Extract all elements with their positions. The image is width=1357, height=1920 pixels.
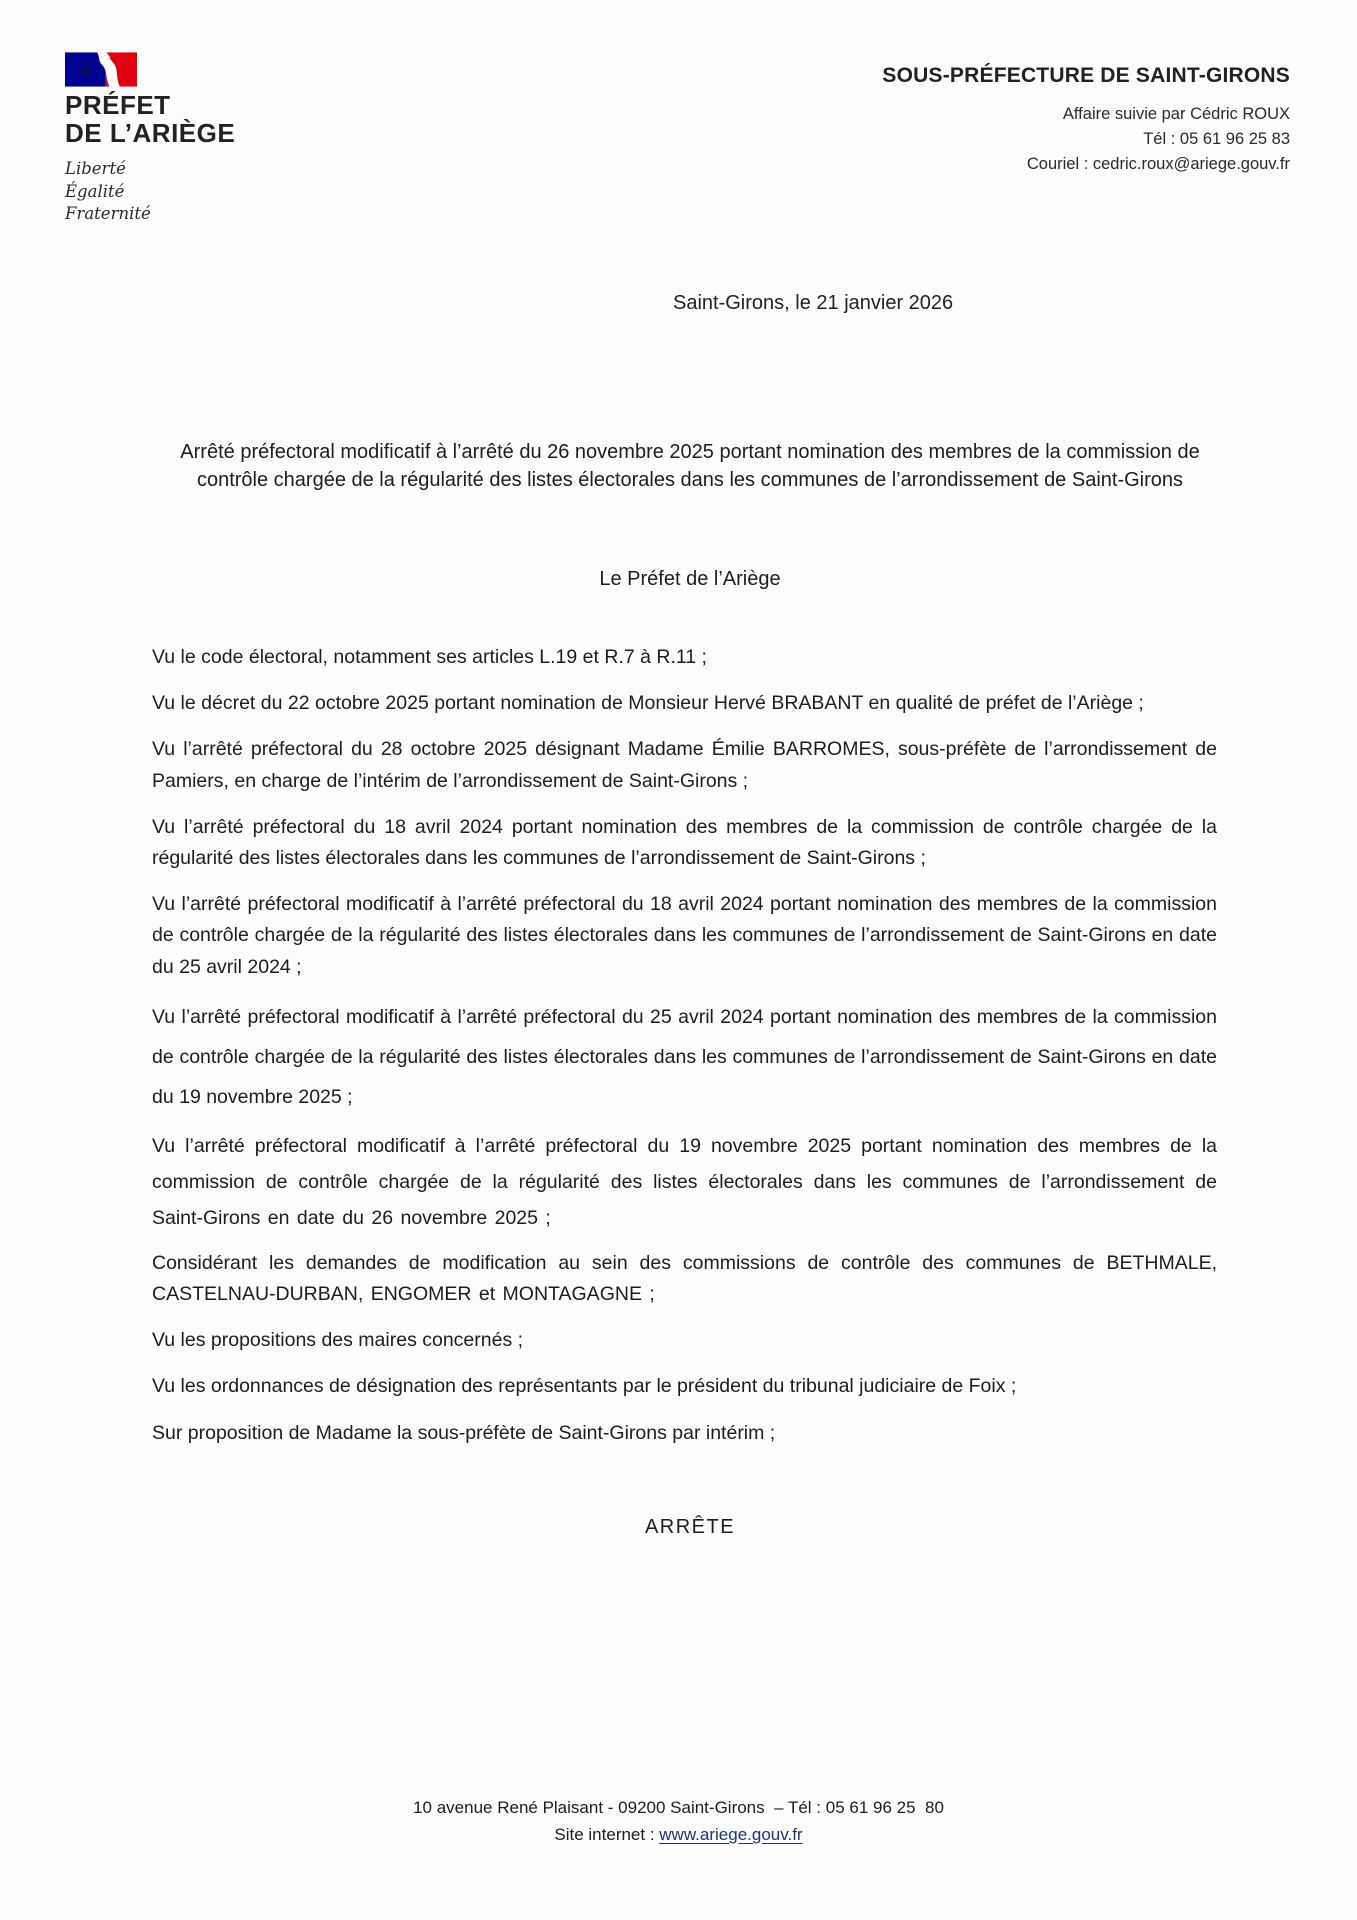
office-name: SOUS-PRÉFECTURE DE SAINT-GIRONS — [882, 64, 1290, 87]
recitals — [152, 642, 1217, 1464]
letterhead — [65, 52, 1290, 225]
recital-paragraph: Vu l’arrêté préfectoral modificatif à l’arrêté préfectoral du 19 novembre 2025 portant nomination des membres de la commission de contrôle chargée de la régularité des listes électorales dans les communes de l’arrondissement de Saint-Girons en date du 26 novembre 2025 ; — [152, 1134, 1217, 1229]
marianne-logo-block — [65, 52, 385, 225]
dateline: Saint-Girons, le 21 janvier 2026 — [673, 292, 954, 314]
motto-line: Égalité — [65, 181, 125, 201]
recital-paragraph: Vu l’arrêté préfectoral modificatif à l’arrêté préfectoral du 18 avril 2024 portant nomination des membres de la commission de contrôle chargée de la régularité des listes électorales dans les communes de l’arrondissement de Saint-Girons en date du 25 avril 2024 ; — [152, 893, 1217, 978]
page-footer — [0, 1794, 1357, 1848]
motto-line: Fraternité — [65, 204, 151, 224]
recital-paragraph: Vu l’arrêté préfectoral modificatif à l’arrêté préfectoral du 25 avril 2024 portant nomination des membres de la commission de contrôle chargée de la régularité des listes électorales dans les communes de l’arrondissement de Saint-Girons en date du 19 novembre 2025 ; — [152, 1005, 1217, 1108]
recital-paragraph: Vu le décret du 22 octobre 2025 portant nomination de Monsieur Hervé BRABANT en qualité de préfet de l’Ariège ; — [152, 692, 1144, 715]
recital-paragraph: Considérant les demandes de modification au sein des commissions de contrôle des communes de BETHMALE, CASTELNAU-DURBAN, ENGOMER et MONTAGAGNE ; — [152, 1251, 1217, 1305]
prefecture-name-line2: DE L’ARIÈGE — [65, 118, 236, 149]
footer-website-line — [0, 1821, 1357, 1848]
recital-paragraph: Vu le code électoral, notamment ses articles L.19 et R.7 à R.11 ; — [152, 646, 707, 668]
recital-paragraph: Vu les ordonnances de désignation des représentants par le président du tribunal judiciaire de Foix ; — [152, 1375, 1017, 1398]
footer-website-label: Site internet : — [554, 1824, 660, 1844]
website-link[interactable]: www.ariege.gouv.fr — [659, 1824, 803, 1844]
prefecture-name — [65, 91, 385, 147]
contact-handler: Affaire suivie par Cédric ROUX — [1062, 105, 1290, 123]
recital-paragraph: Sur proposition de Madame la sous-préfète de Saint-Girons par intérim ; — [152, 1421, 776, 1444]
motto-line: Liberté — [65, 159, 126, 179]
footer-address: 10 avenue René Plaisant - 09200 Saint-Girons – Tél : 05 61 96 25 80 — [413, 1797, 944, 1817]
document-subtitle: Le Préfet de l’Ariège — [599, 568, 781, 590]
office-contact-block — [882, 52, 1290, 176]
decision-heading: ARRÊTE — [644, 1516, 736, 1538]
document-title: Arrêté préfectoral modificatif à l’arrêté du 26 novembre 2025 portant nomination des membres de la commission de contrôle chargée de la régularité des listes électorales dans les communes de l’arrondissement de Saint-Girons — [180, 441, 1200, 492]
recital-paragraph: Vu l’arrêté préfectoral du 28 octobre 2025 désignant Madame Émilie BARROMES, sous-préfète de l’arrondissement de Pamiers, en charge de l’intérim de l’arrondissement de Saint-Girons ; — [152, 738, 1217, 792]
recital-paragraph: Vu l’arrêté préfectoral du 18 avril 2024 portant nomination des membres de la commission de contrôle chargée de la régularité des listes électorales dans les communes de l’arrondissement de Saint-Girons ; — [152, 815, 1217, 869]
republic-motto — [65, 158, 385, 225]
recital-paragraph: Vu les propositions des maires concernés ; — [152, 1329, 524, 1352]
prefecture-name-line1: PRÉFET — [65, 90, 171, 120]
contact-email: Couriel : cedric.roux@ariege.gouv.fr — [1026, 154, 1290, 173]
contact-phone: Tél : 05 61 96 25 83 — [1143, 129, 1290, 148]
french-flag-marianne-icon — [65, 52, 137, 87]
